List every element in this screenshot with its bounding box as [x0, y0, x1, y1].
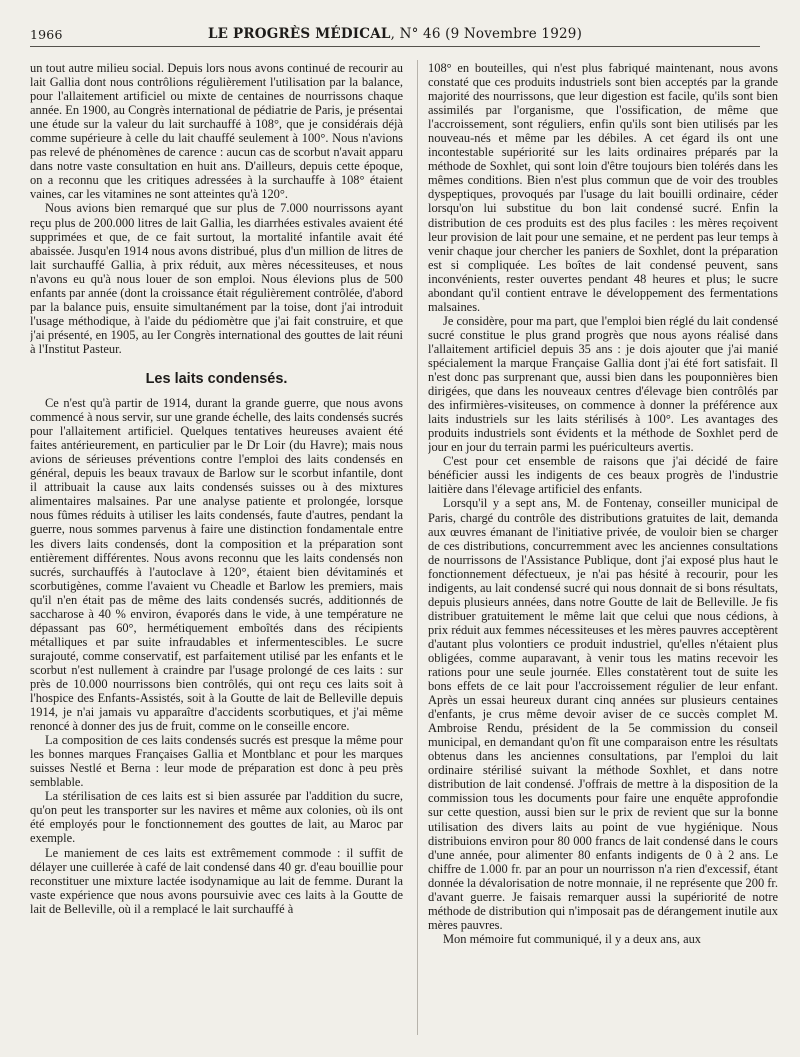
section-heading: Les laits condensés.	[145, 370, 288, 387]
paragraph: Mon mémoire fut communiqué, il y a deux ans, aux	[443, 931, 702, 946]
left-column	[30, 61, 403, 1046]
paragraph: Lorsqu'il y a sept ans, M. de Fontenay, conseiller municipal de Paris, chargé du contrôle des distributions gratuites de lait, demanda aux œuvres émanant de l'initiative privée, de vouloir bien se charger de ces distributions, concurremment avec les anciennes consultations de nourrissons de l'Assistance Publique, dont j'ai exposé plus haut le fonctionnement défectueux, je n'ai pas hésité à recourir, pour les indigents, au lait condensé sucré qui nous donnait de si bons résultats, depuis plusieurs années, dans notre Goutte de lait de Belleville. Je fis distribuer gratuitement le même lait que celui que nous cédions, à prix réduit aux femmes nécessiteuses et les mères pauvres acceptèrent d'autant plus volontiers ce produit industriel, qu'elles n'étaient plus obligées, comme auparavant, à venir tous les matins recevoir les rations pour une seule journée. Elles constatèrent tout de suite les bons effets de ce lait pour l'accroissement régulier de leur enfant. Après un essai heureux durant cinq années sur plusieurs centaines d'enfants, je crus même devoir aviser de ce succès complet M. Ambroise Rendu, président de la 5e commission du conseil municipal, en demandant qu'on fît une comparaison entre les résultats obtenus dans les anciennes consultations, par l'emploi du lait ordinaire stérilisé suivant la méthode Soxhlet, et dans notre distribution de lait condensé. J'offrais de mettre à la disposition de la commission tous les documents pour faire une enquête approfondie sur cette question, aussi bien sur le prix de revient que sur la bonne utilisation des divers laits au point de vue hygiénique. Nous distribuions environ pour 80 000 francs de lait condensé dans le cours d'une année, pour alimenter 80 enfants indigents de 0 à 2 ans. Le chiffre de 1.000 fr. par an pour un nourrisson n'a rien d'excessif, étant donnée la dévalorisation de notre monnaie, il ne représente que 200 fr. d'avant guerre. Je faisais remarquer aussi la supériorité de notre méthode de distribution qui n'imposait pas de dérangement inutile aux mères pauvres.	[428, 496, 778, 932]
page-header	[30, 22, 760, 48]
page-number: 1966	[30, 27, 63, 42]
paragraph: Je considère, pour ma part, que l'emploi bien réglé du lait condensé sucré constitue le plus grand progrès que nous ayons réalisé dans l'allaitement artificiel depuis 35 ans : je dois ajouter que j'ai manié spécialement la marque Française Gallia dont j'ai été fort satisfait. Il n'est donc pas surprenant que, aussi bien dans les pouponnières bien dirigées, que dans les nouveaux centres d'élevage bien contrôlés par des infirmières-visiteuses, on commence à donner la préférence aux laits industriels sur les laits stérilisés à 100°. Les avantages des produits industriels sont évidents et la méthode de Soxhlet perd de jour en jour du terrain parmi les puériculteurs avertis.	[428, 313, 778, 455]
issue-info: , N° 46 (9 Novembre 1929)	[390, 26, 583, 42]
journal-title: LE PROGRÈS MÉDICAL	[207, 26, 391, 42]
running-head	[30, 26, 760, 42]
paragraph: 108° en bouteilles, qui n'est plus fabriqué maintenant, nous avons constaté que ces produits industriels sont bien acceptés par la grande majorité des nourrissons, que leur digestion est facile, qu'ils sont bien assimilés par l'organisme, que l'ossification, de même que l'accroissement, sont réguliers, enfin qu'ils sont bien utilisés par les nouveau-nés et même par les débiles. A cet égard ils ont une incontestable supériorité sur les laits ordinaires préparés par la méthode de Soxhlet, qui sont loin d'être toujours bien tolérés dans les mêmes conditions. Bien n'est plus commun que de voir des troubles dyspeptiques, provoqués par l'usage du lait bouilli ordinaire, céder lorsqu'on lui substitue du bon lait condensé sucré. Enfin la distribution de ces produits est des plus faciles : les mères reçoivent leur provision de lait pour une semaine, et ne perdent pas leur temps à venir chaque jour chercher les paniers de Soxhlet, dont la préparation est si compliquée. Les boîtes de lait condensé peuvent, sans inconvénients, rester ouvertes pendant 48 heures et plus; le sucre abondant qu'il contient entrave le développement des fermentations malsaines.	[428, 61, 778, 314]
column-divider	[417, 60, 418, 1035]
paragraph: Nous avions bien remarqué que sur plus de 7.000 nourrissons ayant reçu plus de 200.000 litres de lait Gallia, les diarrhées estivales avaient été supprimées et que, de ce fait surtout, la mortalité infantile avait été abaissée. Jusqu'en 1914 nous avons distribué, plus d'un million de litres de lait surchauffé Gallia, à prix réduit, aux mères nécessiteuses, et nous n'avons eu qu'à nous louer de son emploi. Nous élevions plus de 500 enfants par année (dont la croissance était régulièrement contrôlée, d'abord par la balance puis, ensuite simultanément par la toise, dont j'ai introduit l'usage méthodique, à l'aide du pédiomètre que j'ai fait construire, et que j'ai présenté, en 1905, au Ier Congrès international des gouttes de lait réuni à l'Institut Pasteur.	[30, 201, 403, 356]
header-rule	[30, 46, 760, 47]
paragraph: un tout autre milieu social. Depuis lors nous avons continué de recourir au lait Gallia dont nous contrôlions régulièrement l'utilisation par la balance, pour l'allaitement artificiel ou mixte de centaines de nourrissons chaque année. En 1900, au Congrès international de pédiatrie de Paris, je présentai une étude sur la valeur du lait surchauffé à 108°, que je considérais déjà comme supérieure à celle du lait chauffé seulement à 100°. Nous n'avions pas relevé de phénomènes de carence : aucun cas de scorbut n'avait apparu dans notre vaste consultation en huit ans. D'ailleurs, depuis cette époque, on a reconnu que les critiques adressées à la surchauffe à 108° étaient vaines, car les vitamines ne sont atteintes qu'à 120°.	[30, 61, 403, 202]
paragraph: Ce n'est qu'à partir de 1914, durant la grande guerre, que nous avons commencé à nous servir, sur une grande échelle, des laits condensés sucrés pour l'allaitement artificiel. Quelques tentatives heureuses avaient été faites antérieurement, en particulier par le Dr Loir (du Havre); mais nous avions de sérieuses préventions contre l'emploi des laits condensés en général, depuis les beaux travaux de Barlow sur le scorbut infantile, dont il attribuait la cause aux laits condensés suisses ou à des mixtures alimentaires malsaines. Par une analyse patiente et prolongée, lorsque nous fûmes réduits à utiliser les laits condensés, faute d'autres, pendant la guerre, nous sommes parvenus à faire une distinction fondamentale entre les divers laits condensés, dont la composition et la préparation sont entièrement différentes. Nous avons reconnu que les laits condensés non sucrés, surchauffés à l'autoclave à 120°, étaient bien dévitaminés et scorbutigènes, comme l'avaient vu Cheadle et Barlow les premiers, mais qu'il n'en était pas de même des laits condensés sucrés, additionnés de saccharose à 40 % environ, évaporés dans le vide, à une température ne dépassant pas 60°, hermétiquement emboîtés dans des récipients métalliques et par suite infraudables et infermentescibles. Le sucre surajouté, comme conservatif, est parfaitement utilisé par les enfants et le scorbut n'est nullement à craindre par l'usage prolongé de ces laits : sur près de 10.000 nourrissons bien contrôlés, qui ont reçu ces laits soit à l'hospice des Enfants-Assistés, soit à la Goutte de lait de Belleville depuis 1914, je n'ai jamais vu apparaître d'accidents scorbutiques, et j'ai même renoncé à donner des jus de fruit, comme on le conseille encore.	[30, 396, 403, 734]
paragraph: Le maniement de ces laits est extrêmement commode : il suffit de délayer une cuillerée à café de lait condensé dans 40 gr. d'eau bouillie pour reconstituer une mixture lactée isodynamique au lait de femme. Durant la vaste expérience que nous avons poursuivie avec ces laits à la Goutte de lait de Belleville, où il a remplacé le lait surchauffé à	[30, 845, 403, 916]
right-column	[428, 61, 778, 1046]
paragraph: La stérilisation de ces laits est si bien assurée par l'addition du sucre, qu'on peut les transporter sur les navires et même aux colonies, où ils ont été employés pour le fonctionnement des gouttes de lait, au Maroc par exemple.	[30, 789, 403, 846]
paragraph: La composition de ces laits condensés sucrés est presque la même pour les bonnes marques Françaises Gallia et Montblanc et pour les marques suisses Nestlé et Berna : leur mode de préparation est donc à peu près semblable.	[30, 733, 403, 790]
paragraph: C'est pour cet ensemble de raisons que j'ai décidé de faire bénéficier aussi les indigents de ces beaux progrès de l'industrie laitière dans l'élevage artificiel des enfants.	[428, 454, 778, 497]
